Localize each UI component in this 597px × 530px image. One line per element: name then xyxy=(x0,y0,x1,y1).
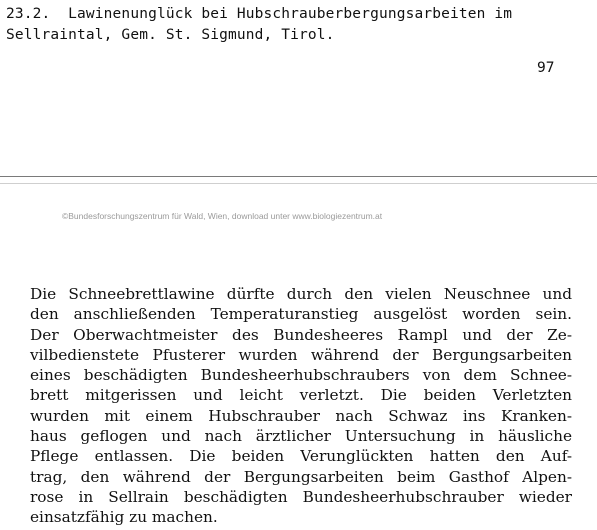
body-line: den anschließenden Temperaturanstieg ausgelöst worden sein. xyxy=(30,305,572,324)
body-line: einsatzfähig zu machen. xyxy=(30,508,218,527)
body-line: Pflege entlassen. Die beiden Verunglückten hatten den Auf- xyxy=(30,447,572,466)
body-line: trag, den während der Bergungsarbeiten beim Gasthof Alpen- xyxy=(30,467,572,486)
section-heading-line-2: Sellraintal, Gem. St. Sigmund, Tirol. xyxy=(6,27,335,43)
page-divider-bottom xyxy=(0,183,597,184)
body-line: Der Oberwachtmeister des Bundesheeres Rampl und der Ze- xyxy=(30,325,572,344)
body-line: vilbedienstete Pfusterer wurden während der Bergungsarbeiten xyxy=(30,345,572,364)
page-number: 97 xyxy=(537,60,555,76)
section-heading-line-1: 23.2. Lawinenunglück bei Hubschrauberbergungsarbeiten im xyxy=(6,6,513,22)
body-line: Die Schneebrettlawine dürfte durch den vielen Neuschnee und xyxy=(30,285,572,303)
body-line: haus geflogen und nach ärztlicher Untersuchung in häusliche xyxy=(30,427,572,446)
body-line: eines beschädigten Bundesheerhubschraubers von dem Schnee- xyxy=(30,366,572,385)
page-divider-top xyxy=(0,176,597,177)
body-line: wurden mit einem Hubschrauber nach Schwaz ins Kranken- xyxy=(30,406,572,425)
body-line: brett mitgerissen und leicht verletzt. Die beiden Verletzten xyxy=(30,386,572,405)
body-paragraph xyxy=(30,284,572,528)
watermark: ©Bundesforschungszentrum für Wald, Wien, download unter www.biologiezentrum.at xyxy=(62,211,383,221)
body-line: rose in Sellrain beschädigten Bundesheerhubschrauber wieder xyxy=(30,487,572,506)
